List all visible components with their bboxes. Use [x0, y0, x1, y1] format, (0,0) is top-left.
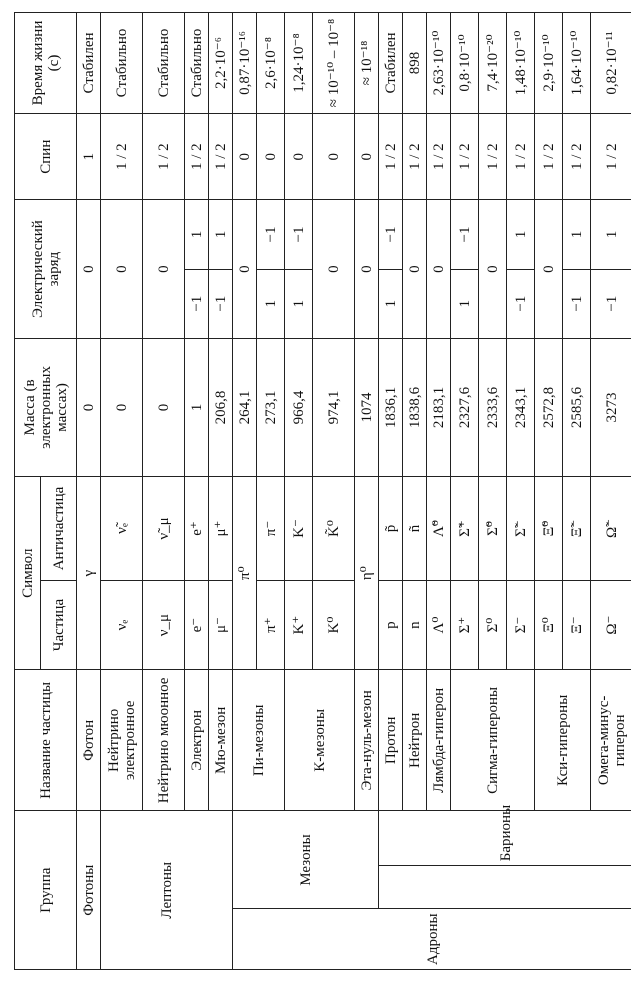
symbol-particle: π⁺ — [257, 580, 285, 669]
spin-value: 1 / 2 — [379, 113, 403, 199]
symbol-particle: ν_μ — [143, 580, 185, 669]
symbol-antiparticle: Σ̃⁻ — [507, 477, 535, 581]
spin-value: 1 / 2 — [185, 113, 209, 199]
mass-value: 966,4 — [285, 338, 313, 476]
spin-value: 1 / 2 — [143, 113, 185, 199]
particle-name: Эта-нуль-мезон — [355, 670, 379, 811]
charge-value: 0 — [313, 200, 355, 338]
group-mesons: Мезоны — [233, 811, 379, 909]
charge-value: 0 — [101, 200, 143, 338]
lifetime-value: Стабильно — [101, 13, 143, 114]
mass-value: 1836,1 — [379, 338, 403, 476]
charge-antiparticle: −1 — [451, 200, 479, 269]
symbol-antiparticle: Ξ̃⁰ — [535, 477, 563, 581]
symbol-particle: Λ⁰ — [427, 580, 451, 669]
mass-value: 2333,6 — [479, 338, 507, 476]
charge-value: 0 — [535, 200, 563, 338]
symbol-particle: Σ⁻ — [507, 580, 535, 669]
symbol-particle: e⁻ — [185, 580, 209, 669]
header-antiparticle: Античастица — [41, 477, 77, 581]
spin-value: 0 — [355, 113, 379, 199]
symbol-particle: Ω⁻ — [591, 580, 631, 669]
lifetime-value: 2,9·10⁻¹⁰ — [535, 13, 563, 114]
header-mass: Масса (в электронных массах) — [15, 338, 77, 476]
symbol-particle: Σ⁺ — [451, 580, 479, 669]
charge-particle: 1 — [257, 269, 285, 338]
symbol-antiparticle: ñ — [403, 477, 427, 581]
symbol-antiparticle: K⁻ — [285, 477, 313, 581]
particles-table — [14, 12, 631, 970]
mass-value: 2183,1 — [427, 338, 451, 476]
spin-value: 1 / 2 — [563, 113, 591, 199]
mass-value: 2327,6 — [451, 338, 479, 476]
mass-value: 0 — [77, 338, 101, 476]
symbol-antiparticle: p̃ — [379, 477, 403, 581]
spin-value: 0 — [233, 113, 257, 199]
symbol-antiparticle: ν̃ₑ — [101, 477, 143, 581]
lifetime-value: 1,64·10⁻¹⁰ — [563, 13, 591, 114]
symbol-particle: Ξ⁰ — [535, 580, 563, 669]
particle-name: Нейтрон — [403, 670, 427, 811]
charge-antiparticle: 1 — [591, 200, 631, 269]
mass-value: 264,1 — [233, 338, 257, 476]
symbol-antiparticle: Ξ̃⁻ — [563, 477, 591, 581]
symbol-antiparticle: μ⁺ — [209, 477, 233, 581]
mass-value: 1838,6 — [403, 338, 427, 476]
charge-value: 0 — [143, 200, 185, 338]
charge-antiparticle: −1 — [257, 200, 285, 269]
charge-particle: −1 — [563, 269, 591, 338]
charge-particle: 1 — [451, 269, 479, 338]
particle-name: Сигма-гипероны — [451, 670, 535, 811]
lifetime-value: 0,82·10⁻¹¹ — [591, 13, 631, 114]
symbol-antiparticle: Λ̃⁰ — [427, 477, 451, 581]
lifetime-value: 2,6·10⁻⁸ — [257, 13, 285, 114]
lifetime-value: 898 — [403, 13, 427, 114]
charge-particle: −1 — [591, 269, 631, 338]
header-charge: Электрический заряд — [15, 200, 77, 338]
spin-value: 1 — [77, 113, 101, 199]
header-name: Название частицы — [15, 670, 77, 811]
mass-value: 0 — [101, 338, 143, 476]
symbol-antiparticle: ν̃_μ — [143, 477, 185, 581]
spin-value: 1 / 2 — [507, 113, 535, 199]
charge-value: 0 — [479, 200, 507, 338]
symbol-particle: μ⁻ — [209, 580, 233, 669]
spin-value: 1 / 2 — [479, 113, 507, 199]
spin-value: 1 / 2 — [427, 113, 451, 199]
group-hadrons: Адроны — [233, 909, 631, 970]
particle-name: Мю-мезон — [209, 670, 233, 811]
lifetime-value: 2,63·10⁻¹⁰ — [427, 13, 451, 114]
charge-value: 0 — [403, 200, 427, 338]
symbol-self-conjugate: η⁰ — [355, 477, 379, 670]
mass-value: 2585,6 — [563, 338, 591, 476]
lifetime-value: Стабилен — [379, 13, 403, 114]
symbol-particle: Σ⁰ — [479, 580, 507, 669]
symbol-antiparticle: Σ̃⁰ — [479, 477, 507, 581]
symbol-antiparticle: K̃⁰ — [313, 477, 355, 581]
particle-name: Нейтрино электронное — [101, 670, 143, 811]
symbol-particle: Ξ⁻ — [563, 580, 591, 669]
lifetime-value: 2,2·10⁻⁶ — [209, 13, 233, 114]
charge-particle: −1 — [185, 269, 209, 338]
lifetime-value: Стабильно — [185, 13, 209, 114]
spin-value: 1 / 2 — [591, 113, 631, 199]
charge-particle: −1 — [209, 269, 233, 338]
spin-value: 0 — [285, 113, 313, 199]
charge-antiparticle: 1 — [185, 200, 209, 269]
table-row — [379, 13, 403, 970]
particle-name: Фотон — [77, 670, 101, 811]
symbol-self-conjugate: π⁰ — [233, 477, 257, 670]
spin-value: 1 / 2 — [209, 113, 233, 199]
symbol-particle: K⁺ — [285, 580, 313, 669]
mass-value: 273,1 — [257, 338, 285, 476]
symbol-particle: νₑ — [101, 580, 143, 669]
charge-antiparticle: 1 — [563, 200, 591, 269]
header-spin: Спин — [15, 113, 77, 199]
charge-value: 0 — [427, 200, 451, 338]
symbol-antiparticle: π⁻ — [257, 477, 285, 581]
particle-name: Протон — [379, 670, 403, 811]
group-spacer — [379, 866, 631, 909]
group-photons: Фотоны — [77, 811, 101, 970]
symbol-self-conjugate: γ — [77, 477, 101, 670]
charge-value: 0 — [77, 200, 101, 338]
particle-name: Нейтрино мюонное — [143, 670, 185, 811]
symbol-particle: n — [403, 580, 427, 669]
charge-antiparticle: 1 — [507, 200, 535, 269]
mass-value: 974,1 — [313, 338, 355, 476]
particle-name: Омега-минус-гиперон — [591, 670, 631, 811]
lifetime-value: 0,87·10⁻¹⁶ — [233, 13, 257, 114]
mass-value: 206,8 — [209, 338, 233, 476]
spin-value: 0 — [257, 113, 285, 199]
particle-name: Пи-мезоны — [233, 670, 285, 811]
charge-particle: −1 — [507, 269, 535, 338]
mass-value: 3273 — [591, 338, 631, 476]
symbol-particle: K⁰ — [313, 580, 355, 669]
symbol-particle: p — [379, 580, 403, 669]
group-leptons: Лептоны — [101, 811, 233, 970]
lifetime-value: Стабильно — [143, 13, 185, 114]
symbol-antiparticle: e⁺ — [185, 477, 209, 581]
lifetime-value: 1,48·10⁻¹⁰ — [507, 13, 535, 114]
lifetime-value: Стабилен — [77, 13, 101, 114]
header-group: Группа — [15, 811, 77, 970]
table-row — [233, 13, 257, 970]
mass-value: 2343,1 — [507, 338, 535, 476]
charge-value: 0 — [355, 200, 379, 338]
header-symbol: Символ — [15, 477, 41, 670]
symbol-antiparticle: Ω̃⁻ — [591, 477, 631, 581]
header-lifetime: Время жизни (с) — [15, 13, 77, 114]
charge-antiparticle: 1 — [209, 200, 233, 269]
charge-particle: 1 — [285, 269, 313, 338]
spin-value: 1 / 2 — [101, 113, 143, 199]
mass-value: 0 — [143, 338, 185, 476]
header-particle: Частица — [41, 580, 77, 669]
spin-value: 1 / 2 — [451, 113, 479, 199]
charge-particle: 1 — [379, 269, 403, 338]
lifetime-value: 7,4·10⁻²⁰ — [479, 13, 507, 114]
particle-name: Лямбда-гиперон — [427, 670, 451, 811]
spin-value: 0 — [313, 113, 355, 199]
particle-name: Электрон — [185, 670, 209, 811]
charge-antiparticle: −1 — [379, 200, 403, 269]
particle-name: К-мезоны — [285, 670, 355, 811]
spin-value: 1 / 2 — [403, 113, 427, 199]
mass-value: 1074 — [355, 338, 379, 476]
particle-name: Кси-гипероны — [535, 670, 591, 811]
mass-value: 1 — [185, 338, 209, 476]
charge-antiparticle: −1 — [285, 200, 313, 269]
table-row — [101, 13, 143, 970]
lifetime-value: 0,8·10⁻¹⁰ — [451, 13, 479, 114]
spin-value: 1 / 2 — [535, 113, 563, 199]
symbol-antiparticle: Σ̃⁺ — [451, 477, 479, 581]
group-baryons: Барионы — [379, 811, 631, 866]
mass-value: 2572,8 — [535, 338, 563, 476]
charge-value: 0 — [233, 200, 257, 338]
lifetime-value: ≈ 10⁻¹⁰ – 10⁻⁸ — [313, 13, 355, 114]
lifetime-value: 1,24·10⁻⁸ — [285, 13, 313, 114]
lifetime-value: ≈ 10⁻¹⁸ — [355, 13, 379, 114]
table-row — [77, 13, 101, 970]
